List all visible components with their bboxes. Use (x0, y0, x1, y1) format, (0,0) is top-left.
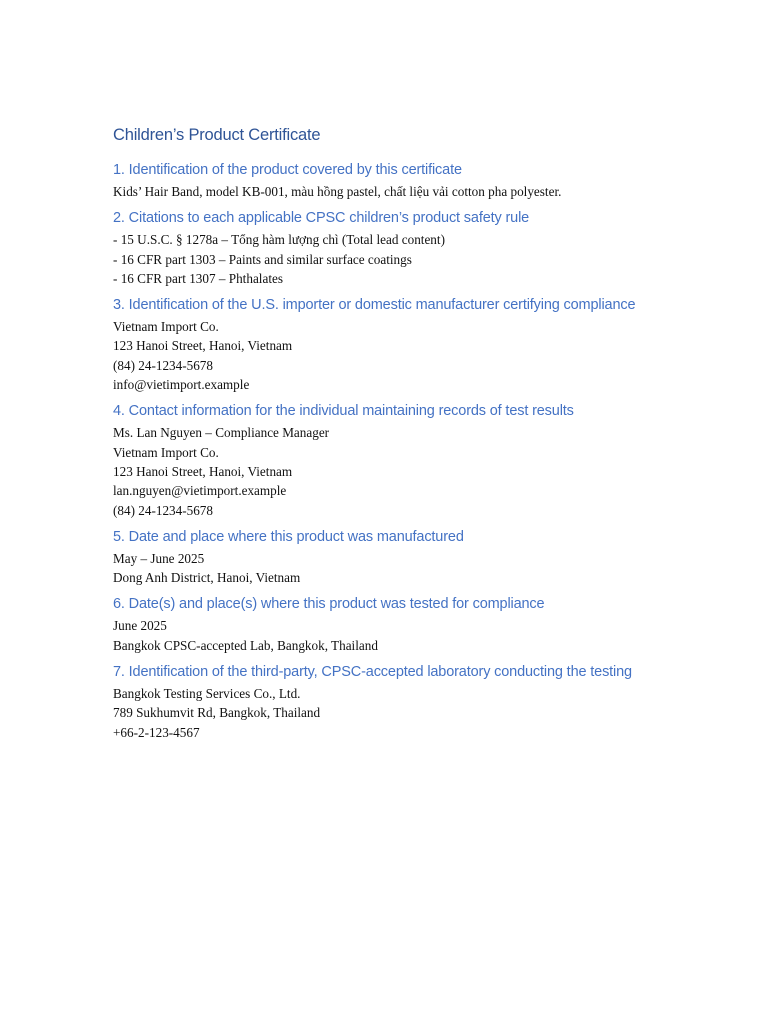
section-line: - 16 CFR part 1307 – Phthalates (113, 270, 283, 286)
section-importer-identification (113, 293, 713, 394)
section-line: 123 Hanoi Street, Hanoi, Vietnam (113, 463, 293, 479)
section-line: Kids’ Hair Band, model KB-001, màu hồng pastel, chất liệu vải cotton pha polyester. (113, 184, 562, 199)
section-line: - 15 U.S.C. § 1278a – Tổng hàm lượng chì (Total lead content) (113, 232, 445, 248)
section-line: May – June 2025 (113, 550, 205, 566)
section-manufacture-date-place (113, 525, 713, 588)
section-line: +66-2-123-4567 (113, 724, 200, 740)
section-heading: 1. Identification of the product covered by this certificate (113, 162, 462, 178)
section-heading: 5. Date and place where this product was manufactured (113, 528, 464, 545)
section-line: Bangkok Testing Services Co., Ltd. (113, 686, 301, 702)
section-line: Ms. Lan Nguyen – Compliance Manager (113, 425, 330, 441)
section-line: Vietnam Import Co. (113, 444, 219, 460)
section-line: Dong Anh District, Hanoi, Vietnam (113, 570, 301, 586)
section-line: info@vietimport.example (113, 377, 250, 393)
section-laboratory-identification (113, 660, 713, 742)
document-title: Children’s Product Certificate (113, 126, 321, 144)
section-heading: 2. Citations to each applicable CPSC children’s product safety rule (113, 210, 530, 227)
section-testing-date-place (113, 592, 713, 655)
section-line: Vietnam Import Co. (113, 319, 219, 335)
section-line: (84) 24-1234-5678 (113, 502, 213, 518)
section-product-identification (113, 158, 713, 201)
section-records-contact (113, 399, 713, 519)
section-line: lan.nguyen@vietimport.example (113, 483, 287, 499)
section-line: 789 Sukhumvit Rd, Bangkok, Thailand (113, 705, 321, 721)
section-line: June 2025 (113, 618, 167, 634)
section-line: - 16 CFR part 1303 – Paints and similar surface coatings (113, 251, 412, 267)
section-line: Bangkok CPSC-accepted Lab, Bangkok, Thailand (113, 637, 378, 653)
section-heading: 4. Contact information for the individual maintaining records of test results (113, 403, 574, 420)
section-heading: 3. Identification of the U.S. importer or domestic manufacturer certifying compliance (113, 297, 636, 314)
section-line: 123 Hanoi Street, Hanoi, Vietnam (113, 338, 293, 354)
document-page (113, 122, 713, 747)
section-heading: 6. Date(s) and place(s) where this product was tested for compliance (113, 596, 545, 613)
section-heading: 7. Identification of the third-party, CPSC-accepted laboratory conducting the testing (113, 664, 632, 681)
section-line: (84) 24-1234-5678 (113, 357, 213, 373)
section-safety-rule-citations (113, 206, 713, 288)
